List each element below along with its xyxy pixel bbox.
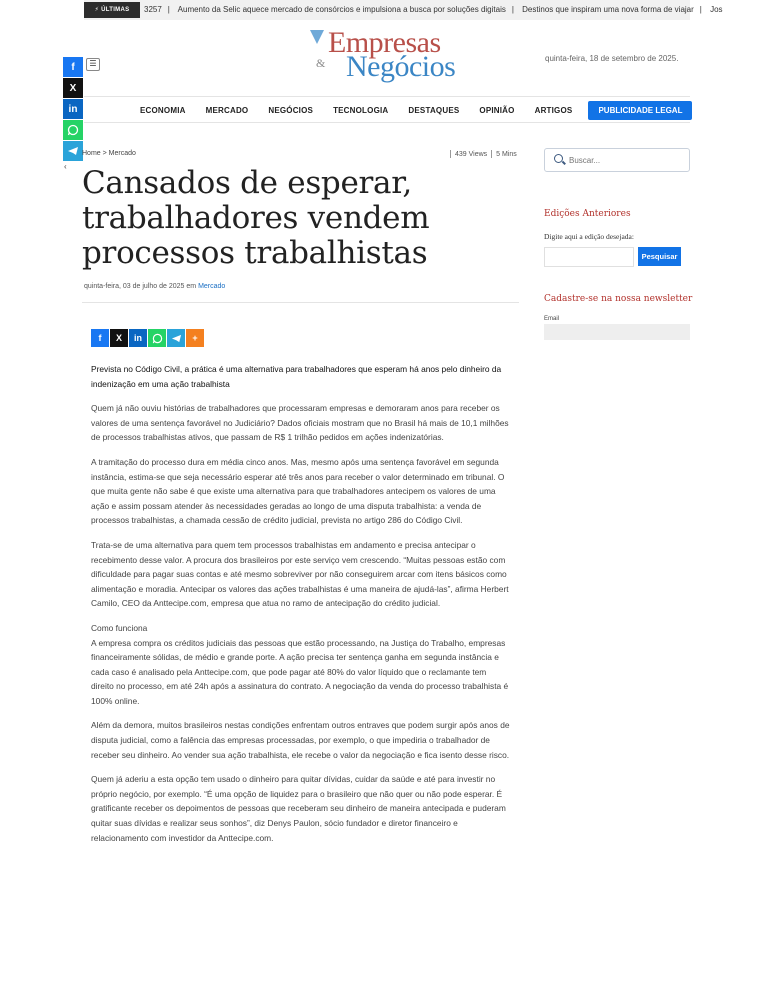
nav-item-artigos[interactable]: ARTIGOS: [534, 105, 573, 115]
telegram-icon[interactable]: [63, 141, 83, 161]
logo-line-2: Negócios: [346, 50, 456, 83]
whatsapp-icon[interactable]: [63, 120, 83, 140]
article-paragraph: Além da demora, muitos brasileiros nestas condições enfrentam outros entraves que podem surgir após anos de disputa judicial, como a falência das empresas processadas, por exemplo, o que impediria o trabalhador de receber seu dinheiro. Ao vender sua ação trabalhista, ele recebe o valor da negociação e fica isento desse risco.: [91, 720, 510, 760]
article-paragraph: A tramitação do processo dura em média cinco anos. Mas, mesmo após uma sentença favorável em segunda instância, estima-se que seja necessário esperar até três anos para receber o valor determinado em tribunal. O que muita gente não sabe é que existe uma alternativa para que trabalhadores antecipem os valores de uma ação e assim possam atender às necessidades geradas ao longo de uma disputa trabalhista: a venda de processos trabalhistas, a chamada cessão de crédito judicial, prevista no artigo 286 do Código Civil.: [91, 456, 505, 526]
article-lead: Prevista no Código Civil, a prática é uma alternativa para trabalhadores que esperam há anos pelo dinheiro da indenização em uma ação trabalhista: [91, 364, 502, 389]
ticker-badge: ⚡ ÚLTIMAS: [84, 2, 140, 18]
breadcrumb-category[interactable]: Mercado: [108, 150, 136, 157]
article-title: Cansados de esperar, trabalhadores vendem processos trabalhistas: [82, 165, 430, 271]
header-date: quinta-feira, 18 de setembro de 2025.: [545, 54, 679, 63]
byline-in: em: [186, 283, 197, 290]
site-logo[interactable]: [308, 26, 468, 88]
views-count: 439 Views: [455, 150, 488, 158]
ticker-item[interactable]: Jos: [710, 5, 723, 14]
nav-item-opiniao[interactable]: OPINIÃO: [479, 105, 515, 115]
article-stats: [446, 150, 517, 158]
article-date: quinta-feira, 03 de julho de 2025: [84, 283, 185, 290]
read-time: 5 Mins: [496, 150, 517, 158]
editions-input[interactable]: [544, 247, 634, 267]
share-linkedin-icon[interactable]: in: [129, 329, 147, 347]
nav-item-destaques[interactable]: DESTAQUES: [408, 105, 460, 115]
nav-item-negocios[interactable]: NEGÓCIOS: [268, 105, 314, 115]
article-byline: [84, 283, 225, 290]
hamburger-menu-icon[interactable]: ☰: [86, 58, 100, 71]
article-paragraph: Como funciona A empresa compra os créditos judiciais das pessoas que estão processando, na Justiça do Trabalho, empresas financeiramente sólidas, de médio e grande porte. A ação precisa ter sentença ganha em segunda instância e cada caso é analisado pela Anttecipe.com, que pode pagar até 80% do valor líquido que o reclamante tem direito no processo, em até 24h após a assinatura do contrato. A negociação da venda do processo trabalhista é 100% online.: [91, 622, 509, 706]
newsletter-title: Cadastre-se na nossa newsletter: [544, 294, 693, 304]
news-ticker: [84, 0, 723, 20]
newsletter-email-input[interactable]: [544, 324, 690, 340]
share-x-icon[interactable]: X: [110, 329, 128, 347]
search-icon[interactable]: [554, 154, 563, 163]
logo-line-1: Empresas: [328, 26, 441, 59]
breadcrumb-separator: >: [100, 150, 109, 157]
divider: [84, 96, 690, 97]
nav-item-economia[interactable]: ECONOMIA: [140, 105, 186, 115]
logo-glass-icon: [310, 30, 324, 44]
x-icon[interactable]: X: [63, 78, 83, 98]
breadcrumb: [82, 150, 136, 157]
search-box: [544, 148, 690, 172]
editions-label: Digite aqui a edição desejada:: [544, 232, 634, 241]
ticker-item[interactable]: Destinos que inspiram uma nova forma de viajar: [522, 5, 694, 14]
divider: [82, 302, 519, 303]
share-bar: [91, 329, 205, 347]
collapse-arrow-icon[interactable]: ‹: [64, 162, 67, 171]
share-facebook-icon[interactable]: f: [91, 329, 109, 347]
linkedin-icon[interactable]: in: [63, 99, 83, 119]
breadcrumb-home[interactable]: Home: [82, 150, 101, 157]
ticker-items: 3257 | Aumento da Selic aquece mercado de consórcios e impulsiona a busca por soluções digitais | Destinos que inspiram uma nova forma de viajar | Jos: [144, 5, 723, 14]
article-paragraph: Quem já não ouviu histórias de trabalhadores que processaram empresas e demoraram anos para receber os valores de uma sentença favorável no Judiciário? Dados oficiais mostram que no Brasil há mais de 10,1 milhões de processos trabalhistas ativos, que passam de R$ 1 trilhão pedidos em ações indenizatórias.: [91, 403, 509, 443]
logo-ampersand: &: [316, 56, 326, 70]
share-more-icon[interactable]: +: [186, 329, 204, 347]
search-input[interactable]: [569, 153, 679, 167]
article-paragraph: Trata-se de uma alternativa para quem tem processos trabalhistas em andamento e precisa antecipar o recebimento desse valor. A procura dos brasileiros por este serviço vem crescendo. “Muitas pessoas estão com dificuldade para pagar suas contas e até mesmo sobreviver por não conseguirem arcar com itens básicos como alimentação e moradia. Antecipar os valores das ações trabalhistas é uma maneira de ajudá-las”, afirma Herbert Camilo, CEO da Anttecipe.com, empresa que atua no ramo de antecipação do crédito judicial.: [91, 539, 509, 609]
ticker-item[interactable]: Aumento da Selic aquece mercado de consórcios e impulsiona a busca por soluções digitais: [177, 5, 506, 14]
article-category-link[interactable]: Mercado: [198, 283, 226, 290]
nav-item-tecnologia[interactable]: TECNOLOGIA: [333, 105, 389, 115]
editions-title: Edições Anteriores: [544, 209, 631, 219]
publicidade-legal-button[interactable]: PUBLICIDADE LEGAL: [588, 101, 692, 120]
floating-share-bar: [63, 57, 83, 171]
share-whatsapp-icon[interactable]: [148, 329, 166, 347]
facebook-icon[interactable]: f: [63, 57, 83, 77]
article-paragraph: Quem já aderiu a esta opção tem usado o dinheiro para quitar dívidas, cuidar da saúde e até para investir no próprio negócio, por exemplo. “É uma opção de liquidez para o brasileiro que não quer ou não pode esperar. É gratificante receber os depoimentos de pessoas que receberam seu dinheiro de maneira antecipada e puderam quitar suas dívidas e realizar seus sonhos”, diz Denys Paulon, sócio fundador e diretor financeiro e relacionamento com investidor da Anttecipe.com.: [91, 774, 506, 843]
share-telegram-icon[interactable]: [167, 329, 185, 347]
article-body: [91, 362, 511, 855]
divider: [84, 122, 690, 123]
editions-search-button[interactable]: Pesquisar: [638, 247, 681, 266]
ticker-item[interactable]: 3257: [144, 5, 162, 14]
nav-item-mercado[interactable]: MERCADO: [205, 105, 249, 115]
newsletter-email-label: Email: [544, 316, 560, 322]
main-nav: [130, 100, 692, 120]
